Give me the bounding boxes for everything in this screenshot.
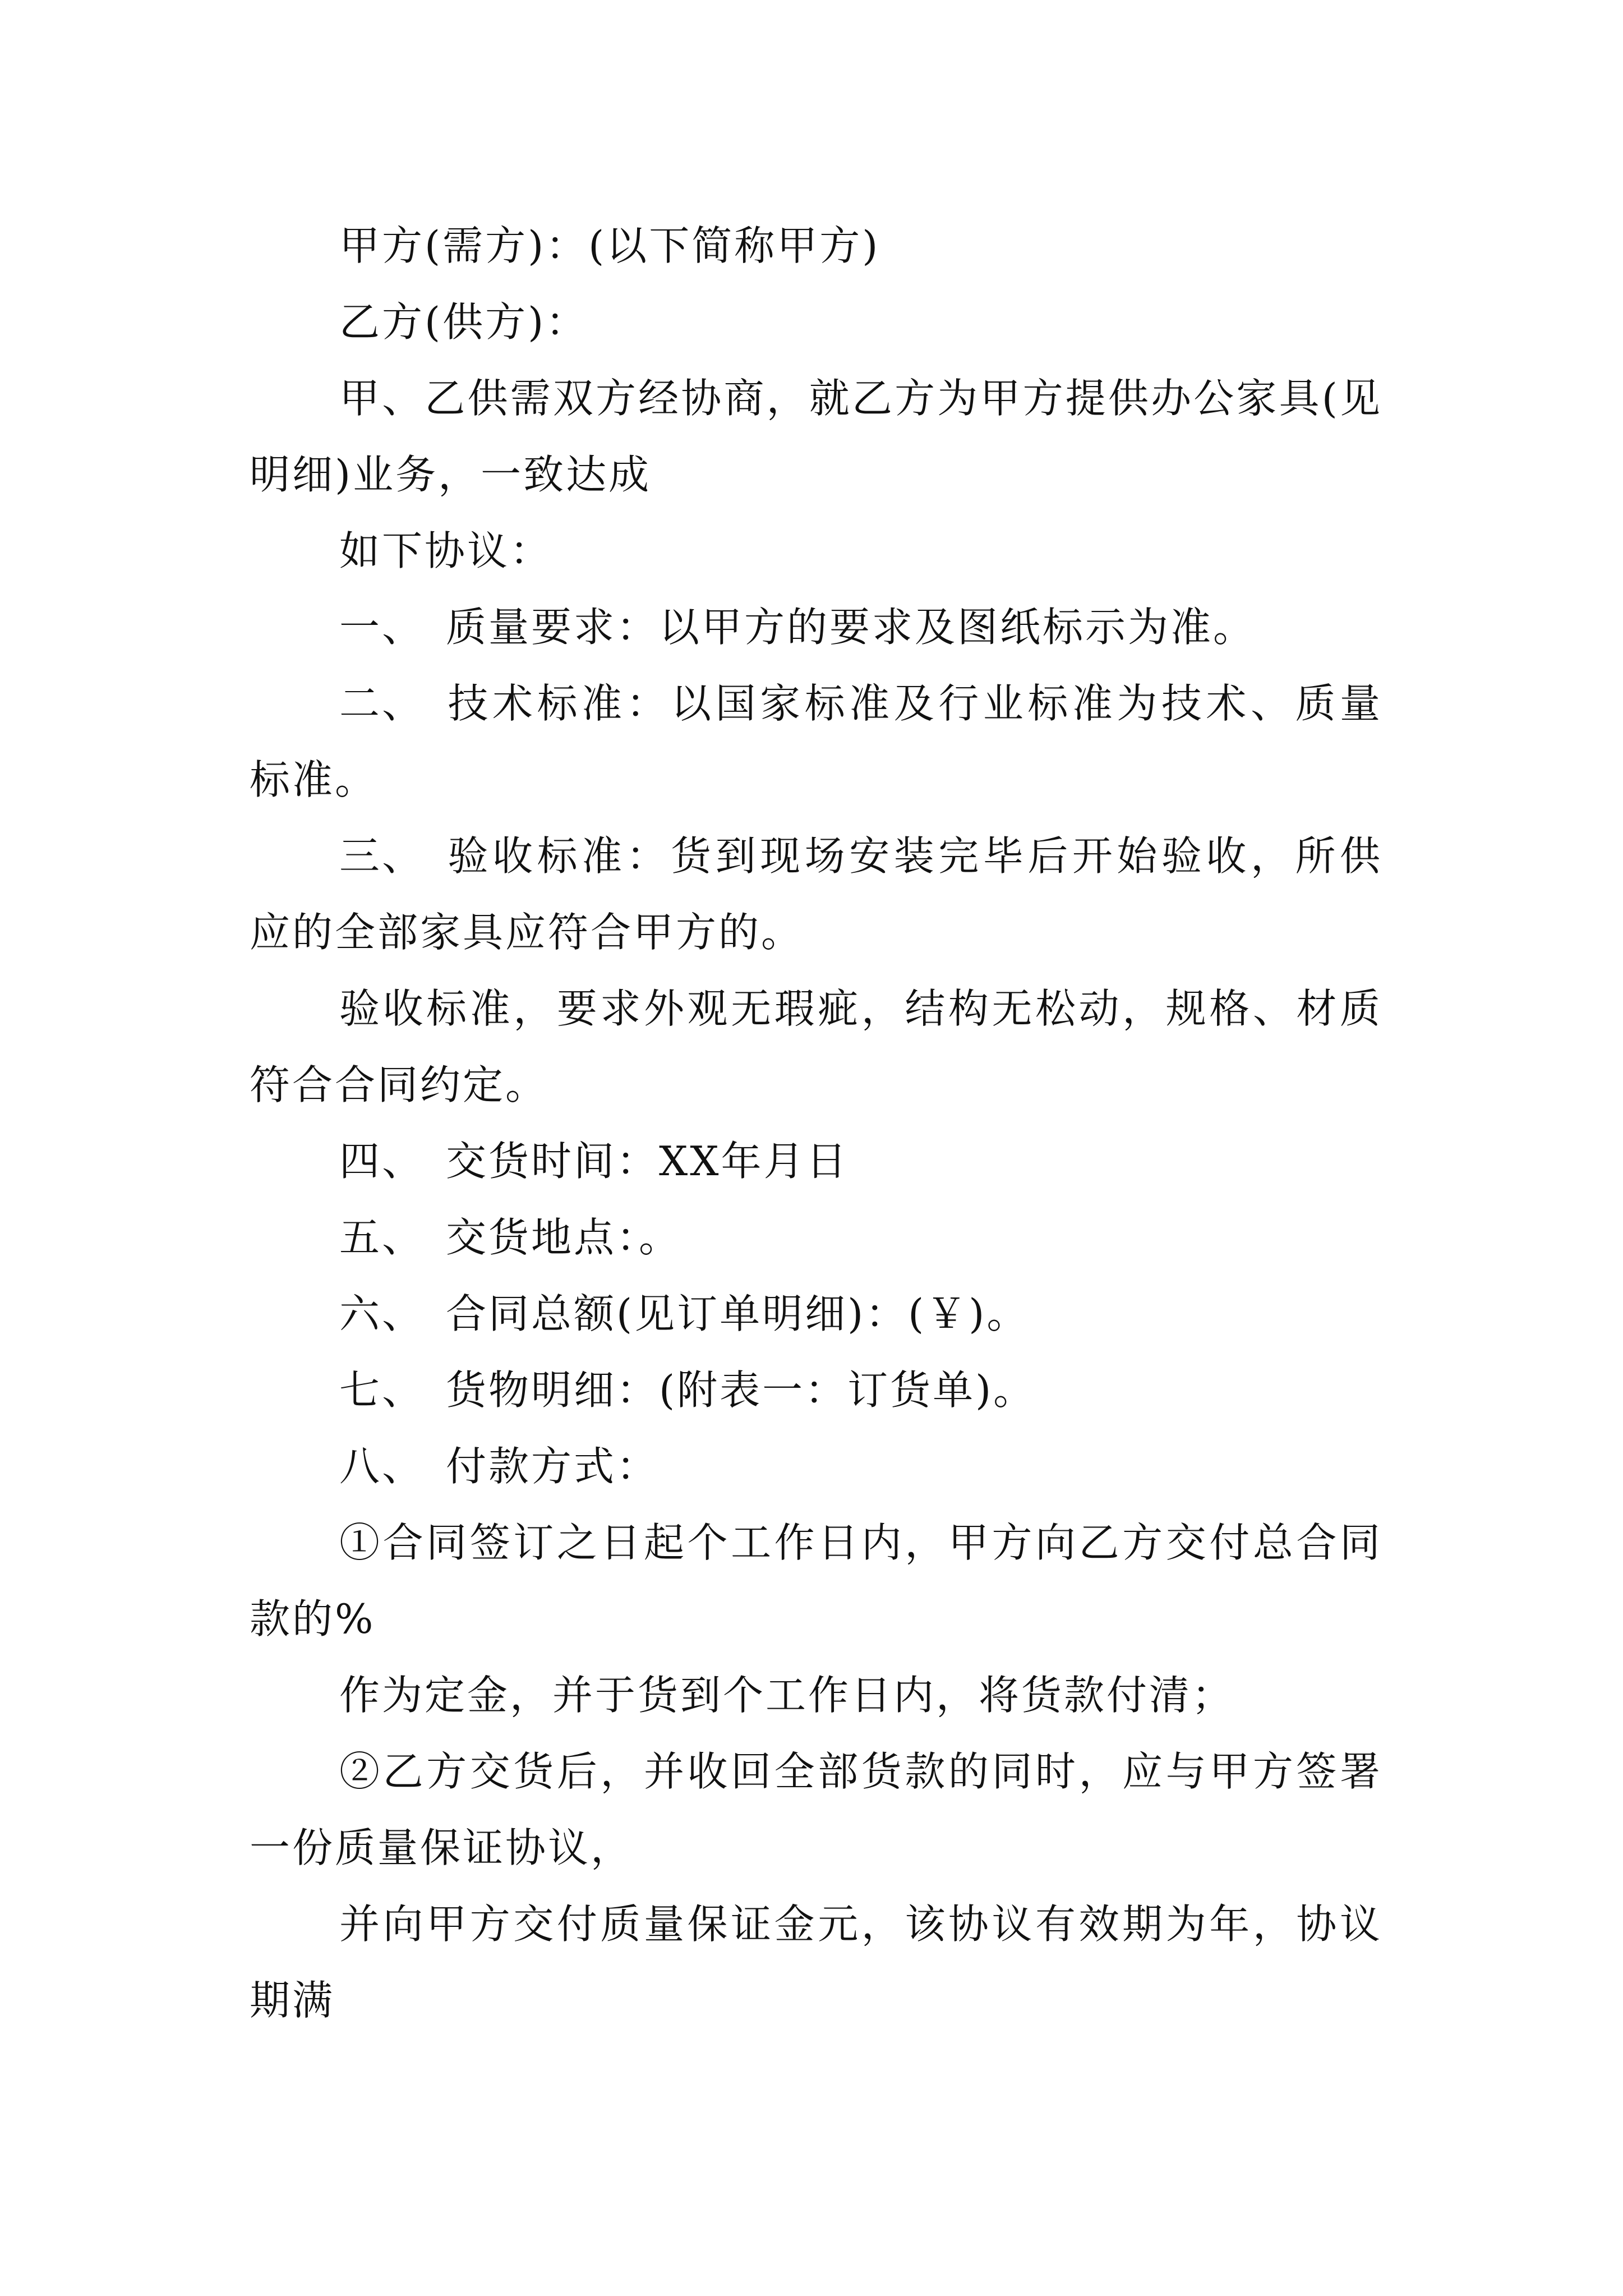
- clause-number: 六、: [339, 1290, 425, 1337]
- clause-number: 四、: [339, 1138, 425, 1185]
- payment-term-2: ②乙方交货后，并收回全部货款的同时，应与甲方签署一份质量保证协议，: [250, 1748, 1382, 1871]
- clause-number: 八、: [339, 1443, 425, 1490]
- clause-text: 交货时间：XX年月日: [446, 1138, 849, 1185]
- payment-term-2-continued: 并向甲方交付质量保证金元，该协议有效期为年，协议期满: [250, 1901, 1382, 2024]
- clause-7: [250, 1352, 1382, 1428]
- payment-term-1-continued: 作为定金，并于货到个工作日内，将货款付清；: [339, 1672, 1235, 1719]
- clause-text: 交货地点：。: [446, 1214, 682, 1261]
- clause-4: [250, 1123, 1382, 1199]
- clause-text: 质量要求：以甲方的要求及图纸标示为准。: [446, 604, 1256, 651]
- contract-body: [250, 208, 1382, 2039]
- clause-text: 合同总额(见订单明细)：(￥)。: [446, 1290, 1030, 1337]
- clause-1: [250, 589, 1382, 665]
- agreement-heading: 如下协议：: [339, 527, 553, 574]
- clause-number: 五、: [339, 1214, 425, 1261]
- clause-text: 技术标准：以国家标准及行业标准为技术、质量标准。: [250, 680, 1382, 803]
- intro-paragraph: 甲、乙供需双方经协商，就乙方为甲方提供办公家具(见明细)业务，一致达成: [250, 375, 1382, 498]
- clause-number: 七、: [339, 1366, 425, 1414]
- clause-text: 货物明细：(附表一：订货单)。: [446, 1366, 1036, 1414]
- clause-text: 验收标准：货到现场安装完毕后开始验收，所供应的全部家具应符合甲方的。: [250, 832, 1382, 956]
- party-b-line: 乙方(供方)：: [339, 298, 589, 346]
- clause-6: [250, 1276, 1382, 1352]
- clause-2: [250, 665, 1382, 818]
- clause-number: 二、: [339, 680, 425, 727]
- clause-text: 付款方式：: [446, 1443, 660, 1490]
- clause-8: [250, 1428, 1382, 1504]
- party-a-line: 甲方(需方)：(以下简称甲方): [339, 222, 880, 269]
- clause-5: [250, 1199, 1382, 1276]
- payment-term-1: ①合同签订之日起个工作日内，甲方向乙方交付总合同款的%: [250, 1519, 1382, 1642]
- clause-3: [250, 818, 1382, 970]
- clause-number: 三、: [339, 832, 425, 880]
- acceptance-standard-paragraph: 验收标准，要求外观无瑕疵，结构无松动，规格、材质符合合同约定。: [250, 985, 1382, 1108]
- clause-number: 一、: [339, 604, 425, 651]
